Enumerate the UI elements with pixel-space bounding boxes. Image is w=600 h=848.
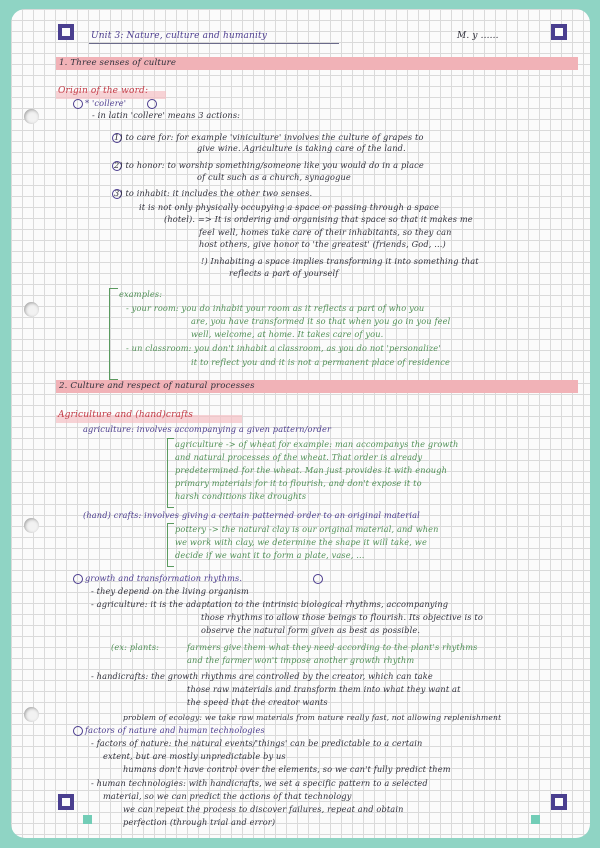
line: feel well, homes take care of their inhabitants, so they can xyxy=(199,227,452,237)
line: give wine. Agriculture is taking care of the land. xyxy=(197,143,406,153)
line: predetermined for the wheat. Man just provides it with enough xyxy=(175,465,448,475)
line: primary materials for it to flourish, and don't expose it to xyxy=(175,478,422,488)
line: observe the natural form given as best as possible. xyxy=(201,625,421,635)
agri-bracket xyxy=(167,438,174,508)
collere-label: * 'collere' xyxy=(85,98,127,108)
line: 1) to care for: for example 'viniculture' involves the culture of grapes to xyxy=(114,132,424,142)
line: - human technologies: with handicrafts, we set a specific pattern to a selected xyxy=(91,778,428,788)
line: !) Inhabiting a space implies transforming it into something that xyxy=(201,256,479,266)
line: - factors of nature: the natural events/'things' can be predictable to a certain xyxy=(91,738,423,748)
corner-mark-bottom-left xyxy=(58,794,74,810)
line: it to reflect you and it is not a permanent place of residence xyxy=(191,357,450,367)
agriculture-title: Agriculture and (hand)crafts xyxy=(58,410,194,420)
line: host others, give honor to 'the greatest' (friends, God, ...) xyxy=(199,239,446,249)
line: and the farmer won't impose another growth rhythm xyxy=(187,655,415,665)
line: 3) to inhabit: it includes the other two senses. xyxy=(114,188,313,198)
line: perfection (through trial and error) xyxy=(123,817,276,827)
line: well, welcome, at home. It takes care of you. xyxy=(191,329,384,339)
corner-mark-top-right xyxy=(551,24,567,40)
section-1-heading: 1. Three senses of culture xyxy=(59,58,177,68)
factors-title: factors of nature and human technologies xyxy=(85,725,265,735)
crafts-bracket xyxy=(167,523,174,567)
corner-mark-top-left xyxy=(58,24,74,40)
line: are, you have transformed it so that when you go in you feel xyxy=(191,316,451,326)
line: (hotel). => It is ordering and organising that space so that it makes me xyxy=(164,214,473,224)
line: agriculture -> of wheat for example: man accompanys the growth xyxy=(175,439,459,449)
line: 2) to honor: to worship something/someone like you would do in a place xyxy=(114,160,424,170)
line: - your room: you do inhabit your room as it reflects a part of who you xyxy=(126,303,425,313)
line: humans don't have control over the elements, so we can't fully predict them xyxy=(123,764,451,774)
green-dot-left xyxy=(83,815,92,824)
line: it is not only physically occupying a space or passing through a space xyxy=(139,202,440,212)
corner-mark-bottom-right xyxy=(551,794,567,810)
section-2-heading: 2. Culture and respect of natural processes xyxy=(59,381,255,391)
line: harsh conditions like droughts xyxy=(175,491,307,501)
punch-hole xyxy=(24,302,39,317)
green-dot-right xyxy=(531,815,540,824)
line: we can repeat the process to discover failures, repeat and obtain xyxy=(123,804,404,814)
line: agriculture: involves accompanying a given pattern/order xyxy=(83,424,332,434)
line: - handicrafts: the growth rhythms are controlled by the creator, which can take xyxy=(91,671,433,681)
line: - they depend on the living organism xyxy=(91,586,249,596)
line: - un classroom: you don't inhabit a classroom, as you do not 'personalize' xyxy=(126,343,441,353)
examples-label: examples: xyxy=(119,289,163,299)
line: the speed that the creator wants xyxy=(187,697,328,707)
notebook-page xyxy=(11,9,590,838)
line: - agriculture: it is the adaptation to the intrinsic biological rhythms, accompanying xyxy=(91,599,449,609)
line: those raw materials and transform them into what they want at xyxy=(187,684,461,694)
problem-line: problem of ecology: we take raw materials from nature really fast, not allowing replenishment xyxy=(123,713,502,722)
line: pottery -> the natural clay is our original material, and when xyxy=(175,524,439,534)
line: of cult such as a church, synagogue xyxy=(197,172,351,182)
page-title: Unit 3: Nature, culture and humanity xyxy=(91,31,268,41)
line: we work with clay, we determine the shape it will take, we xyxy=(175,537,427,547)
line: (hand) crafts: involves giving a certain patterned order to an original material xyxy=(83,510,420,520)
bullet-circle xyxy=(73,99,83,109)
line: material, so we can predict the actions of that technology xyxy=(103,791,352,801)
punch-hole xyxy=(24,109,39,124)
line: extent, but are mostly unpredictable by us xyxy=(103,751,286,761)
line: reflects a part of yourself xyxy=(229,268,339,278)
punch-hole xyxy=(24,518,39,533)
line: those rhythms to allow those beings to flourish. Its objective is to xyxy=(201,612,483,622)
line: decide if we want it to form a plate, vase, ... xyxy=(175,550,365,560)
line: - in latin 'collere' means 3 actions: xyxy=(92,110,241,120)
title-underline xyxy=(89,43,339,44)
bullet-circle xyxy=(73,726,83,736)
punch-hole xyxy=(24,707,39,722)
examples-bracket xyxy=(109,288,118,380)
author-name: M. y ...... xyxy=(457,31,499,41)
example-label: (ex: plants: xyxy=(111,642,160,652)
origin-title: Origin of the word: xyxy=(58,86,149,96)
line: farmers give them what they need according to the plant's rhythms xyxy=(187,642,478,652)
bullet-circle xyxy=(147,99,157,109)
bullet-circle xyxy=(73,574,83,584)
growth-title: growth and transformation rhythms. xyxy=(85,573,243,583)
bullet-circle xyxy=(313,574,323,584)
line: and natural processes of the wheat. That order is already xyxy=(175,452,423,462)
